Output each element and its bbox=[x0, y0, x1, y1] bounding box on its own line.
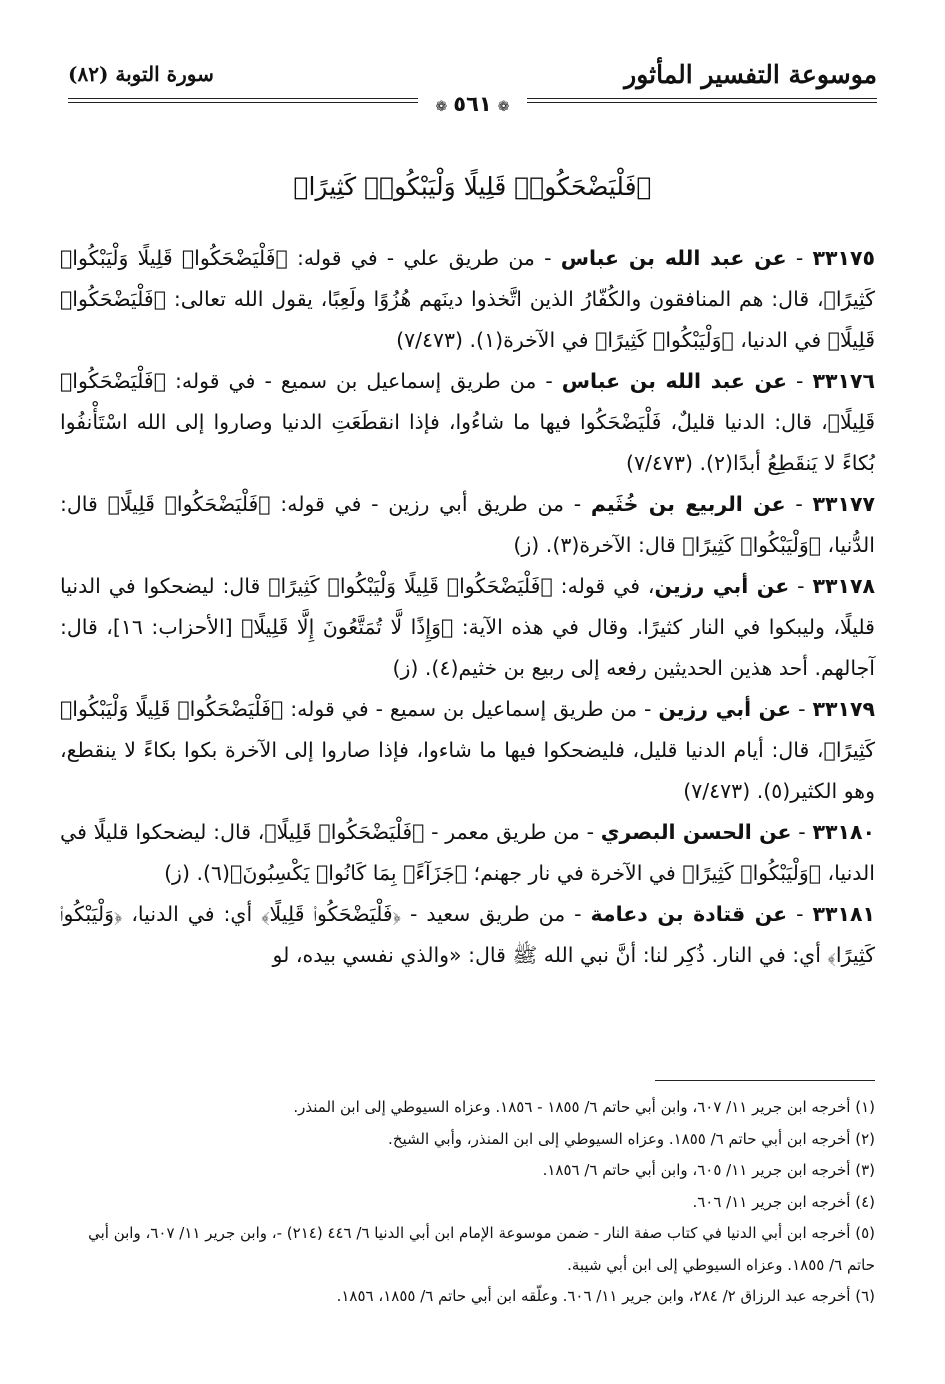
narration-text: - من طريق إسماعيل بن سميع - في قوله: ﴿فَلْيَضْحَكُوا۟ قَلِيلًا وَلْيَبْكُوا۟ كَثِيرًا﴾، قال: أيام الدنيا قليل، فليضحكوا فيها ما شاءوا، فإذا صاروا إلى الآخرة بكوا بكاءً لا ينقطع، وهو الكثير(٥). (٧/٤٧٣) bbox=[60, 697, 875, 803]
narration-text: - من طريق معمر - ﴿فَلْيَضْحَكُوا۟ قَلِيلًا﴾، قال: ليضحكوا قليلًا في الدنيا، ﴿وَلْيَبْكُوا۟ كَثِيرًا﴾ في الآخرة في نار جهنم؛ ﴿جَزَآءًۢ بِمَا كَانُوا۟ يَكْسِبُونَ﴾(٦). (ز) bbox=[60, 820, 875, 885]
narration-entry: ٣٣١٧٦ - عن عبد الله بن عباس - من طريق إسماعيل بن سميع - في قوله: ﴿فَلْيَضْحَكُوا۟ قَلِيلًا﴾، قال: الدنيا قليلٌ، فَلْيَضْحَكُوا فيها ما شاءُوا، فإذا انقطَعَتِ الدنيا وصاروا إلى الله اسْتَأْنفُوا بُكاءً لا يَنقَطِعُ أبدًا(٢). (٧/٤٧٣) bbox=[60, 369, 875, 475]
ornament-icon: ❁ bbox=[497, 99, 510, 115]
footnote-divider bbox=[655, 1080, 875, 1081]
narrator: عن أبي رزين bbox=[658, 697, 792, 721]
narration-number: ٣٣١٧٨ bbox=[812, 574, 875, 598]
footnote: (٥) أخرجه ابن أبي الدنيا في كتاب صفة النار - ضمن موسوعة الإمام ابن أبي الدنيا ٦/ ٤٤٦ (٢١٤) -، وابن جرير ١١/ ٦٠٧، وابن أبي حاتم ٦/ ١٨٥٥. وعزاه السيوطي إلى ابن أبي شيبة. bbox=[88, 1224, 875, 1274]
narrator: عن الربيع بن خُثَيم bbox=[590, 492, 786, 516]
narration-text: ، في قوله: ﴿فَلْيَضْحَكُوا۟ قَلِيلًا وَلْيَبْكُوا۟ كَثِيرًا﴾ قال: ليضحكوا في الدنيا قليلًا، وليبكوا في النار كثيرًا. وقال في هذه الآية: ﴿وَإِذًا لَّا تُمَتَّعُونَ إِلَّا قَلِيلًا﴾ [الأحزاب: ١٦]، قال: آجالهم. أحد هذين الحديثين رفعه إلى ربيع بن خثيم(٤). (ز) bbox=[60, 574, 875, 680]
footnotes bbox=[60, 1092, 875, 1313]
footnote: (٣) أخرجه ابن جرير ١١/ ٦٠٥، وابن أبي حاتم ٦/ ١٨٥٦. bbox=[542, 1161, 875, 1179]
narration-number: ٣٣١٨١ bbox=[812, 902, 875, 926]
narrator: عن قتادة بن دعامة bbox=[590, 902, 788, 926]
footnote: (٦) أخرجه عبد الرزاق ٢/ ٢٨٤، وابن جرير ١١/ ٦٠٦. وعلّقه ابن أبي حاتم ٦/ ١٨٥٥، ١٨٥٦. bbox=[336, 1287, 875, 1305]
narration-number: ٣٣١٧٥ bbox=[812, 246, 875, 270]
page-header bbox=[68, 60, 877, 116]
narration-text: - من طريق علي - في قوله: ﴿فَلْيَضْحَكُوا۟ قَلِيلًا وَلْيَبْكُوا۟ كَثِيرًا﴾، قال: هم المنافقون والكُفّارُ الذين اتَّخذوا دينَهم هُزُوًا ولَعِبًا، يقول الله تعالى: ﴿فَلْيَضْحَكُوا۟ قَلِيلًا﴾ في الدنيا، ﴿وَلْيَبْكُوا۟ كَثِيرًا﴾ في الآخرة(١). (٧/٤٧٣) bbox=[60, 246, 875, 352]
surah-label: سورة التوبة (٨٢) bbox=[68, 62, 214, 86]
narration-number: ٣٣١٧٩ bbox=[812, 697, 875, 721]
narrator: عن أبي رزين bbox=[654, 574, 790, 598]
narration-entry: ٣٣١٨٠ - عن الحسن البصري - من طريق معمر - ﴿فَلْيَضْحَكُوا۟ قَلِيلًا﴾، قال: ليضحكوا قليلًا في الدنيا، ﴿وَلْيَبْكُوا۟ كَثِيرًا﴾ في الآخرة في نار جهنم؛ ﴿جَزَآءًۢ بِمَا كَانُوا۟ يَكْسِبُونَ﴾(٦). (ز) bbox=[60, 820, 875, 885]
narration-entry: ٣٣١٧٨ - عن أبي رزين، في قوله: ﴿فَلْيَضْحَكُوا۟ قَلِيلًا وَلْيَبْكُوا۟ كَثِيرًا﴾ قال: ليضحكوا في الدنيا قليلًا، وليبكوا في النار كثيرًا. وقال في هذه الآية: ﴿وَإِذًا لَّا تُمَتَّعُونَ إِلَّا قَلِيلًا﴾ [الأحزاب: ١٦]، قال: آجالهم. أحد هذين الحديثين رفعه إلى ربيع بن خثيم(٤). (ز) bbox=[60, 574, 875, 680]
footnote: (١) أخرجه ابن جرير ١١/ ٦٠٧، وابن أبي حاتم ٦/ ١٨٥٥ - ١٨٥٦. وعزاه السيوطي إلى ابن المنذر. bbox=[293, 1098, 875, 1116]
page-number-box bbox=[418, 92, 528, 116]
narrator: عن عبد الله بن عباس bbox=[560, 246, 787, 270]
narrations-body bbox=[60, 238, 875, 976]
book-title: موسوعة التفسير المأثور bbox=[624, 60, 877, 89]
narration-text: - من طريق إسماعيل بن سميع - في قوله: ﴿فَلْيَضْحَكُوا۟ قَلِيلًا﴾، قال: الدنيا قليلٌ، فَلْيَضْحَكُوا فيها ما شاءُوا، فإذا انقطَعَتِ الدنيا وصاروا إلى الله اسْتَأْنفُوا بُكاءً لا يَنقَطِعُ أبدًا(٢). (٧/٤٧٣) bbox=[60, 369, 875, 475]
ornament-icon: ❁ bbox=[435, 99, 448, 115]
narration-entry: ٣٣١٧٧ - عن الربيع بن خُثَيم - من طريق أبي رزين - في قوله: ﴿فَلْيَضْحَكُوا۟ قَلِيلًا﴾ قال: الدُّنيا، ﴿وَلْيَبْكُوا۟ كَثِيرًا﴾ قال: الآخرة(٣). (ز) bbox=[60, 492, 876, 557]
narration-text: - من طريق سعيد - ﴿فَلْيَضْحَكُوا۟ قَلِيلًا﴾ أي: في الدنيا، ﴿وَلْيَبْكُوا۟ كَثِيرًا﴾ أي: في النار. ذُكِر لنا: أنَّ نبي الله ﷺ قال: «والذي نفسي بيده، لو bbox=[60, 902, 875, 967]
narration-number: ٣٣١٧٦ bbox=[812, 369, 875, 393]
narration-entry: ٣٣١٧٩ - عن أبي رزين - من طريق إسماعيل بن سميع - في قوله: ﴿فَلْيَضْحَكُوا۟ قَلِيلًا وَلْيَبْكُوا۟ كَثِيرًا﴾، قال: أيام الدنيا قليل، فليضحكوا فيها ما شاءوا، فإذا صاروا إلى الآخرة بكوا بكاءً لا ينقطع، وهو الكثير(٥). (٧/٤٧٣) bbox=[60, 697, 875, 803]
footnote: (٢) أخرجه ابن أبي حاتم ٦/ ١٨٥٥. وعزاه السيوطي إلى ابن المنذر، وأبي الشيخ. bbox=[388, 1129, 875, 1148]
page-number-wrap bbox=[68, 92, 877, 116]
narrator: عن الحسن البصري bbox=[600, 820, 792, 844]
narration-number: ٣٣١٨٠ bbox=[812, 820, 875, 844]
narration-text: - من طريق أبي رزين - في قوله: ﴿فَلْيَضْحَكُوا۟ قَلِيلًا﴾ قال: الدُّنيا، ﴿وَلْيَبْكُوا۟ كَثِيرًا﴾ قال: الآخرة(٣). (ز) bbox=[60, 492, 875, 557]
footnote: (٤) أخرجه ابن جرير ١١/ ٦٠٦. bbox=[692, 1192, 875, 1211]
narration-number: ٣٣١٧٧ bbox=[812, 492, 876, 516]
narration-entry: ٣٣١٨١ - عن قتادة بن دعامة - من طريق سعيد - ﴿فَلْيَضْحَكُوا۟ قَلِيلًا﴾ أي: في الدنيا، ﴿وَلْيَبْكُوا۟ كَثِيرًا﴾ أي: في النار. ذُكِر لنا: أنَّ نبي الله ﷺ قال: «والذي نفسي بيده، لو bbox=[60, 902, 875, 967]
narration-entry: ٣٣١٧٥ - عن عبد الله بن عباس - من طريق علي - في قوله: ﴿فَلْيَضْحَكُوا۟ قَلِيلًا وَلْيَبْكُوا۟ كَثِيرًا﴾، قال: هم المنافقون والكُفّارُ الذين اتَّخذوا دينَهم هُزُوًا ولَعِبًا، يقول الله تعالى: ﴿فَلْيَضْحَكُوا۟ قَلِيلًا﴾ في الدنيا، ﴿وَلْيَبْكُوا۟ كَثِيرًا﴾ في الآخرة(١). (٧/٤٧٣) bbox=[60, 246, 875, 352]
page-number: ٥٦١ bbox=[453, 92, 492, 116]
ayah-heading: ﴿فَلْيَضْحَكُوا۟ قَلِيلًا وَلْيَبْكُوا۟ كَثِيرًا﴾ bbox=[293, 172, 652, 201]
narrator: عن عبد الله بن عباس bbox=[561, 369, 787, 393]
